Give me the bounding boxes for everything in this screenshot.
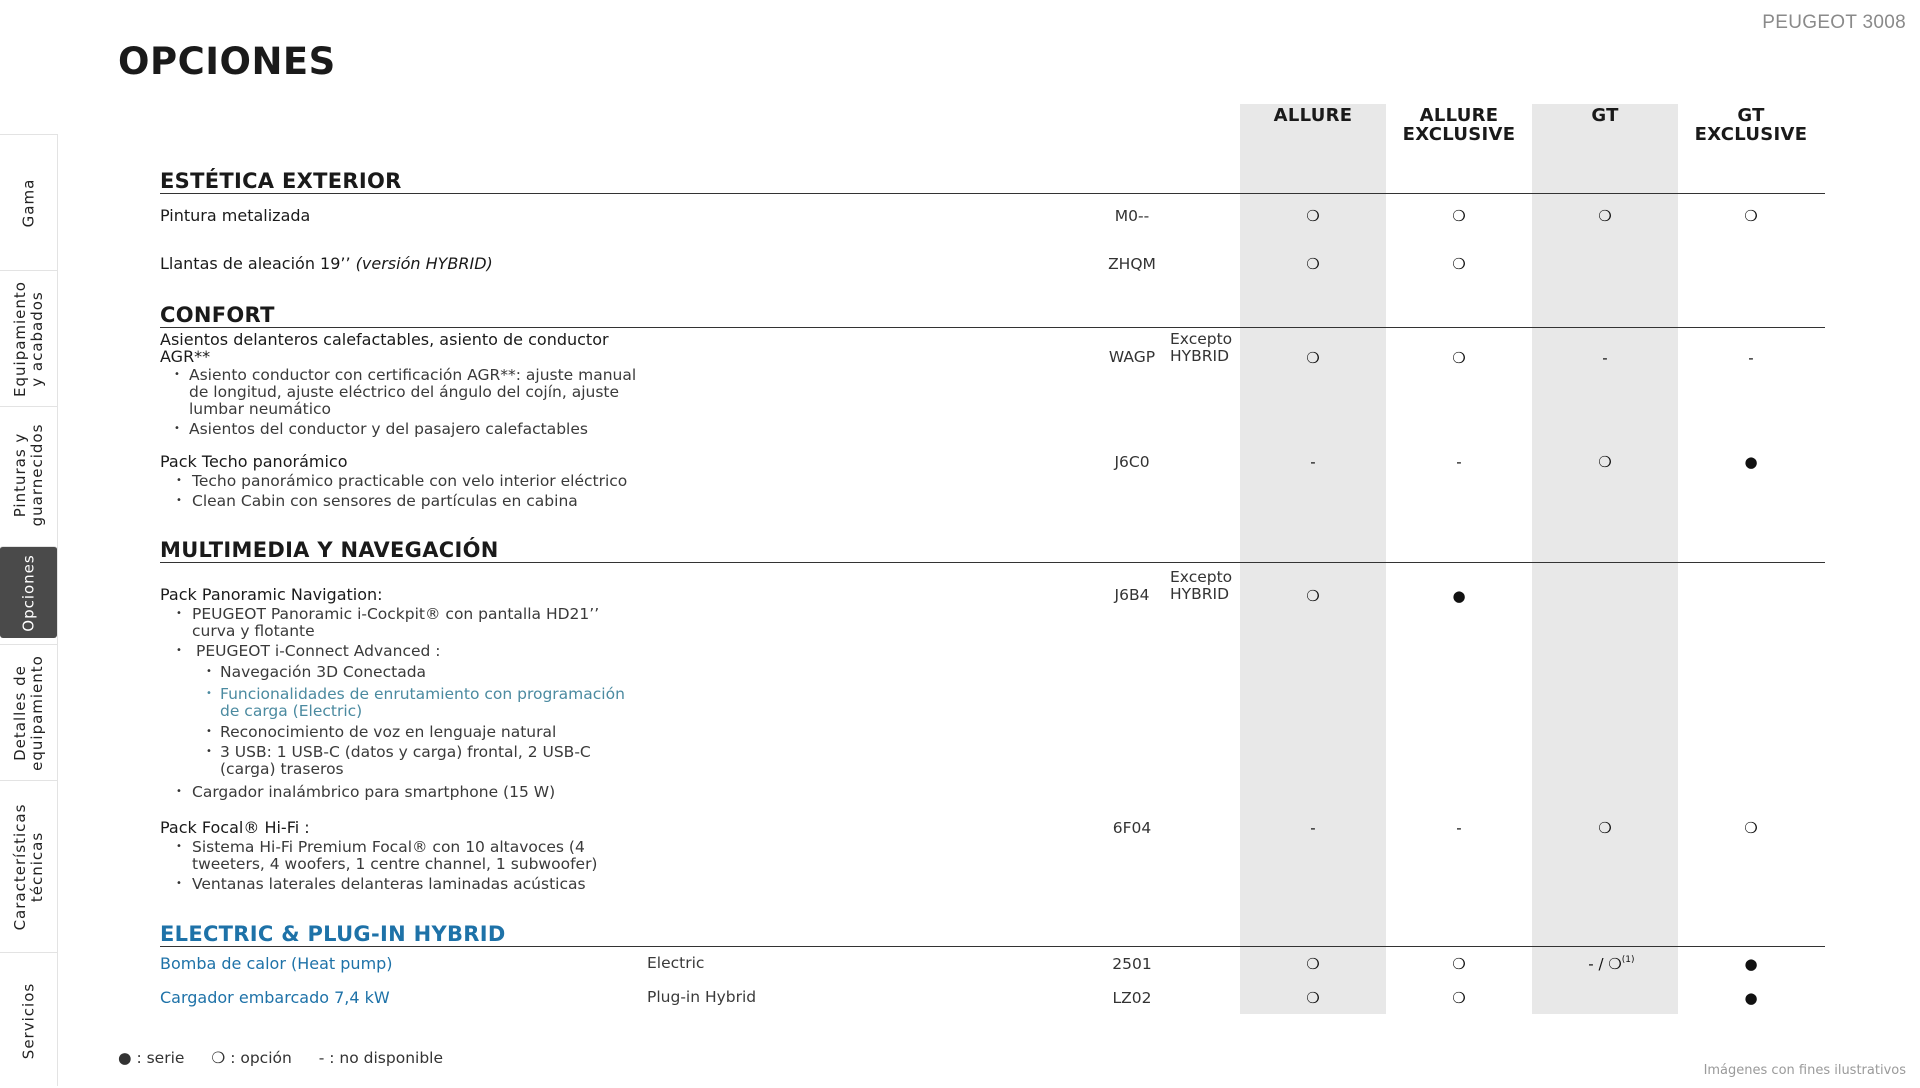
sidebar-nav xyxy=(0,134,58,1086)
sub-item: Ventanas laterales delanteras laminadas acústicas xyxy=(192,875,586,893)
sub-item: Asiento conductor con certificación AGR**: ajuste manual xyxy=(189,366,637,384)
sidebar-item-caracteristicas[interactable] xyxy=(0,780,57,952)
option-label-charger: Cargador embarcado 7,4 kW xyxy=(160,988,390,1007)
bullet: • xyxy=(174,369,180,380)
sub-item: Clean Cabin con sensores de partículas en cabina xyxy=(192,492,578,510)
availability-mark-text: - / ❍ xyxy=(1588,955,1622,973)
sub-item: PEUGEOT i-Connect Advanced : xyxy=(196,642,441,660)
sidebar-item-label: Gama xyxy=(19,178,37,227)
sub-item: curva y flotante xyxy=(192,622,315,640)
availability-mark: ● xyxy=(1452,587,1466,605)
bullet: • xyxy=(176,645,182,656)
bullet: • xyxy=(174,423,180,434)
option-label-heat-pump: Bomba de calor (Heat pump) xyxy=(160,954,393,973)
footnote-ref: (1) xyxy=(1621,955,1635,965)
column-header-allure-exclusive: ALLURE EXCLUSIVE xyxy=(1402,105,1516,145)
bullet: • xyxy=(206,688,212,699)
illustrative-disclaimer: Imágenes con fines ilustrativos xyxy=(1703,1063,1906,1078)
availability-mark: ❍ xyxy=(1306,955,1320,973)
availability-mark: - xyxy=(1456,819,1462,837)
sub-sub-item: Navegación 3D Conectada xyxy=(220,663,427,681)
page-title: OPCIONES xyxy=(118,40,336,83)
availability-mark: ❍ xyxy=(1452,989,1466,1007)
section-divider xyxy=(160,193,1825,194)
availability-mark: ❍ xyxy=(1306,989,1320,1007)
column-header-allure: ALLURE xyxy=(1273,105,1353,126)
sub-sub-item: Funcionalidades de enrutamiento con programación xyxy=(220,685,625,703)
sub-item: PEUGEOT Panoramic i-Cockpit® con pantalla HD21’’ xyxy=(192,605,600,623)
sub-item: lumbar neumático xyxy=(189,400,332,418)
availability-mark: ❍ xyxy=(1452,349,1466,367)
sidebar-item-equipamiento[interactable] xyxy=(0,270,57,406)
powertrain-label: Electric xyxy=(647,954,705,972)
option-label-asientos-line2: AGR** xyxy=(160,347,211,366)
availability-mark: ❍ xyxy=(1744,207,1758,225)
option-code: 6F04 xyxy=(1112,819,1152,837)
sidebar-item-label: Servicios xyxy=(19,982,37,1059)
sub-item: Asientos del conductor y del pasajero calefactables xyxy=(189,420,588,438)
column-bg-allure xyxy=(1240,104,1386,1014)
option-label-asientos-line1: Asientos delanteros calefactables, asiento de conductor xyxy=(160,330,609,349)
powertrain-label: Plug-in Hybrid xyxy=(647,988,757,1006)
sidebar-item-detalles[interactable] xyxy=(0,644,57,780)
availability-mark: ● xyxy=(1744,955,1758,973)
bullet: • xyxy=(176,878,182,889)
availability-mark: ❍ xyxy=(1744,819,1758,837)
sidebar-item-pinturas[interactable] xyxy=(0,406,57,542)
exception-note xyxy=(1170,331,1232,365)
availability-mark: ● xyxy=(1744,989,1758,1007)
sub-item: Techo panorámico practicable con velo interior eléctrico xyxy=(192,472,628,490)
availability-mark xyxy=(1532,955,1678,973)
legend xyxy=(118,1049,465,1067)
sidebar-item-opciones[interactable] xyxy=(0,546,57,638)
bullet: • xyxy=(206,746,212,757)
section-title-confort: CONFORT xyxy=(160,303,275,327)
option-label-llantas xyxy=(160,255,493,272)
availability-mark: ❍ xyxy=(1306,255,1320,273)
bullet: • xyxy=(176,608,182,619)
availability-mark: ❍ xyxy=(1306,349,1320,367)
sidebar-item-label: Detalles de equipamiento xyxy=(10,654,46,771)
column-header-gt: GT xyxy=(1591,105,1619,126)
sub-sub-item: de carga (Electric) xyxy=(220,702,363,720)
sub-sub-item: 3 USB: 1 USB-C (datos y carga) frontal, 2 USB-C xyxy=(220,743,591,761)
section-divider xyxy=(160,562,1825,563)
sidebar-item-label: Pinturas y guarnecidos xyxy=(10,423,46,526)
sub-sub-item: (carga) traseros xyxy=(220,760,344,778)
sub-item: Sistema Hi-Fi Premium Focal® con 10 altavoces (4 xyxy=(192,838,585,856)
availability-mark: ❍ xyxy=(1452,255,1466,273)
option-label-text: Llantas de aleación 19’’ xyxy=(160,254,356,273)
option-code: 2501 xyxy=(1112,955,1152,973)
sub-sub-item: Reconocimiento de voz en lenguaje natural xyxy=(220,723,557,741)
option-label-navigation: Pack Panoramic Navigation: xyxy=(160,585,383,604)
exception-line: Excepto xyxy=(1170,330,1233,348)
option-label-techo: Pack Techo panorámico xyxy=(160,452,348,471)
option-code: J6B4 xyxy=(1114,586,1150,604)
section-title-multimedia: MULTIMEDIA Y NAVEGACIÓN xyxy=(160,538,499,562)
availability-mark: - xyxy=(1310,453,1316,471)
exception-line: Excepto xyxy=(1170,568,1233,586)
bullet: • xyxy=(176,786,182,797)
legend-no-disponible: - : no disponible xyxy=(318,1049,444,1067)
availability-mark: ❍ xyxy=(1452,955,1466,973)
availability-mark: ❍ xyxy=(1306,587,1320,605)
exception-line: HYBRID xyxy=(1170,585,1230,603)
sidebar-item-label: Opciones xyxy=(19,553,37,632)
bullet: • xyxy=(176,475,182,486)
availability-mark: - xyxy=(1310,819,1316,837)
availability-mark: ❍ xyxy=(1306,207,1320,225)
sidebar-item-label: Equipamiento y acabados xyxy=(10,280,46,397)
availability-mark: - xyxy=(1748,349,1754,367)
exception-note xyxy=(1170,569,1232,603)
availability-mark: - xyxy=(1456,453,1462,471)
sidebar-item-gama[interactable] xyxy=(0,134,57,270)
sidebar-item-servicios[interactable] xyxy=(0,952,57,1088)
bullet: • xyxy=(176,495,182,506)
bullet: • xyxy=(206,666,212,677)
sub-item: de longitud, ajuste eléctrico del ángulo del cojín, ajuste xyxy=(189,383,620,401)
exception-line: HYBRID xyxy=(1170,347,1230,365)
availability-mark: ❍ xyxy=(1452,207,1466,225)
availability-mark: ❍ xyxy=(1598,207,1612,225)
availability-mark: ❍ xyxy=(1598,819,1612,837)
section-divider xyxy=(160,946,1825,947)
availability-mark: - xyxy=(1602,349,1608,367)
bullet: • xyxy=(206,726,212,737)
option-code: J6C0 xyxy=(1114,453,1150,471)
brand-label: PEUGEOT 3008 xyxy=(1762,12,1906,33)
option-code: ZHQM xyxy=(1108,255,1156,273)
column-bg-gt xyxy=(1532,104,1678,1014)
availability-mark: ● xyxy=(1744,453,1758,471)
column-header-gt-exclusive: GT EXCLUSIVE xyxy=(1694,105,1808,145)
sub-item: tweeters, 4 woofers, 1 centre channel, 1 subwoofer) xyxy=(192,855,598,873)
legend-serie: ● : serie xyxy=(118,1049,185,1067)
bullet: • xyxy=(176,841,182,852)
option-label-pintura: Pintura metalizada xyxy=(160,206,311,225)
option-label-focal: Pack Focal® Hi-Fi : xyxy=(160,818,310,837)
sidebar-item-label: Características técnicas xyxy=(10,803,46,930)
availability-mark: ❍ xyxy=(1598,453,1612,471)
sub-item: Cargador inalámbrico para smartphone (15 W) xyxy=(192,783,556,801)
legend-opcion: ❍ : opción xyxy=(211,1049,292,1067)
option-label-italic: (versión HYBRID) xyxy=(355,254,493,273)
section-title-electric: ELECTRIC & PLUG-IN HYBRID xyxy=(160,922,506,946)
option-code: LZ02 xyxy=(1112,989,1152,1007)
option-code: M0-- xyxy=(1114,207,1150,225)
section-title-exterior: ESTÉTICA EXTERIOR xyxy=(160,169,402,193)
section-divider xyxy=(160,327,1825,328)
option-code: WAGP xyxy=(1108,348,1156,366)
